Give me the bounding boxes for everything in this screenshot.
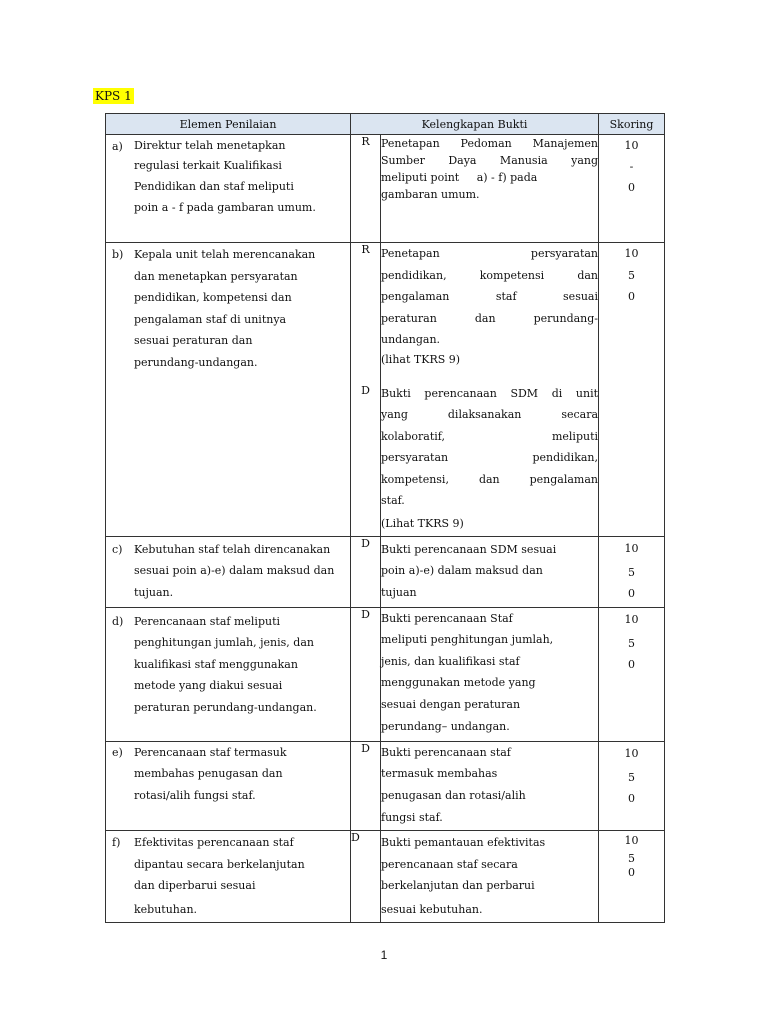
row-marker: e) bbox=[112, 745, 123, 759]
elemen-line: metode yang diakui sesuai bbox=[134, 679, 283, 692]
skor-value: 0 bbox=[628, 586, 636, 600]
row-marker: b) bbox=[112, 248, 124, 261]
bukti-line: perencanaan staf secara bbox=[381, 857, 518, 871]
elemen-line: regulasi terkait Kualifikasi bbox=[134, 159, 282, 172]
elemen-line: dan diperbarui sesuai bbox=[134, 879, 256, 892]
bukti-code: D bbox=[361, 536, 370, 550]
skor-value: 0 bbox=[628, 791, 636, 805]
table-row bbox=[106, 831, 665, 923]
elemen-line: dan menetapkan persyaratan bbox=[134, 269, 298, 283]
bukti-line: pendidikan, kompetensi dan bbox=[381, 268, 599, 282]
bukti-line: fungsi staf. bbox=[381, 811, 443, 824]
elemen-line: pendidikan, kompetensi dan bbox=[134, 291, 292, 304]
bukti-line: Bukti pemantauan efektivitas bbox=[381, 836, 546, 849]
bukti-line: gambaran umum. bbox=[381, 188, 480, 201]
bukti-line: Sumber Daya Manusia yang bbox=[381, 154, 599, 167]
bukti-code: D bbox=[361, 384, 370, 397]
page-number: 1 bbox=[380, 948, 388, 962]
elemen-line: sesuai poin a)-e) dalam maksud dan bbox=[134, 564, 335, 577]
bukti-line: termasuk membahas bbox=[381, 767, 498, 780]
bukti-line: (Lihat TKRS 9) bbox=[381, 516, 464, 530]
elemen-line: Kepala unit telah merencanakan bbox=[134, 248, 316, 261]
table-row bbox=[106, 243, 665, 537]
table-row bbox=[106, 741, 665, 831]
skor-value: 10 bbox=[624, 247, 639, 260]
bukti-line: Bukti perencanaan Staf bbox=[381, 611, 513, 625]
bukti-line: Bukti perencanaan SDM di unit bbox=[381, 386, 599, 400]
bukti-code: R bbox=[361, 243, 370, 256]
bukti-line: sesuai kebutuhan. bbox=[381, 902, 483, 916]
header-bukti: Kelengkapan Bukti bbox=[351, 114, 599, 135]
skor-value: 0 bbox=[628, 290, 636, 303]
bukti-line: peraturan dan perundang- bbox=[381, 311, 599, 325]
bukti-line: persyaratan pendidikan, bbox=[381, 451, 599, 464]
table-header-row bbox=[106, 114, 665, 135]
bukti-code: R bbox=[361, 135, 370, 148]
elemen-line: penghitungan jumlah, jenis, dan bbox=[134, 636, 314, 649]
elemen-line: membahas penugasan dan bbox=[134, 767, 283, 780]
elemen-line: Perencanaan staf termasuk bbox=[134, 745, 287, 759]
elemen-line: perundang-undangan. bbox=[134, 355, 258, 369]
bukti-line: penugasan dan rotasi/alih bbox=[381, 788, 526, 802]
elemen-line: sesuai peraturan dan bbox=[134, 334, 253, 347]
section-heading: KPS 1 bbox=[95, 89, 132, 103]
bukti-line: poin a)-e) dalam maksud dan bbox=[381, 564, 543, 577]
elemen-line: Pendidikan dan staf meliputi bbox=[134, 180, 294, 193]
skor-value: 10 bbox=[624, 612, 639, 626]
row-marker: f) bbox=[112, 836, 121, 849]
assessment-table bbox=[105, 113, 665, 923]
skor-value: 10 bbox=[624, 834, 639, 847]
bukti-line: menggunakan metode yang bbox=[381, 676, 536, 689]
elemen-line: Kebutuhan staf telah direncanakan bbox=[134, 542, 331, 556]
bukti-line: jenis, dan kualifikasi staf bbox=[381, 654, 520, 668]
bukti-code: D bbox=[351, 831, 360, 844]
bukti-line: yang dilaksanakan secara bbox=[381, 408, 599, 421]
bukti-line: kolaboratif, meliputi bbox=[381, 429, 599, 443]
bukti-line: pengalaman staf sesuai bbox=[381, 290, 599, 303]
bukti-code: D bbox=[361, 741, 370, 755]
elemen-line: Perencanaan staf meliputi bbox=[134, 614, 281, 628]
bukti-line: meliputi point a) - f) pada bbox=[381, 171, 538, 184]
skor-value: 10 bbox=[624, 541, 639, 555]
elemen-line: pengalaman staf di unitnya bbox=[134, 312, 287, 326]
bukti-code: D bbox=[361, 607, 370, 621]
skor-value: 5 bbox=[628, 565, 636, 579]
bukti-line: meliputi penghitungan jumlah, bbox=[381, 633, 554, 646]
skor-value: 0 bbox=[628, 866, 636, 879]
table-row bbox=[106, 135, 665, 243]
elemen-line: peraturan perundang-undangan. bbox=[134, 700, 317, 714]
bukti-line: Penetapan Pedoman Manajemen bbox=[381, 137, 599, 150]
skor-value: 5 bbox=[628, 636, 636, 650]
elemen-line: Efektivitas perencanaan staf bbox=[134, 836, 294, 849]
elemen-line: Direktur telah menetapkan bbox=[134, 139, 286, 152]
table-row bbox=[106, 607, 665, 741]
bukti-line: Bukti perencanaan staf bbox=[381, 745, 511, 759]
elemen-line: rotasi/alih fungsi staf. bbox=[134, 788, 256, 802]
bukti-line: undangan. bbox=[381, 333, 441, 346]
header-skoring: Skoring bbox=[599, 114, 665, 135]
bukti-line: perundang– undangan. bbox=[381, 720, 510, 733]
skor-value: 0 bbox=[628, 181, 636, 194]
skor-value: 0 bbox=[628, 657, 636, 671]
skor-value: - bbox=[629, 160, 634, 173]
elemen-line: dipantau secara berkelanjutan bbox=[134, 857, 305, 871]
bukti-line: Bukti perencanaan SDM sesuai bbox=[381, 542, 557, 556]
elemen-line: kebutuhan. bbox=[134, 902, 198, 916]
skor-value: 5 bbox=[628, 770, 636, 784]
bukti-line: staf. bbox=[381, 494, 405, 507]
table-row bbox=[106, 536, 665, 607]
bukti-line: kompetensi, dan pengalaman bbox=[381, 472, 599, 486]
header-elemen: Elemen Penilaian bbox=[106, 114, 351, 135]
row-marker: a) bbox=[112, 140, 123, 153]
row-marker: c) bbox=[112, 542, 123, 556]
skor-value: 5 bbox=[628, 268, 636, 282]
bukti-line: berkelanjutan dan perbarui bbox=[381, 879, 535, 892]
bukti-line: Penetapan persyaratan bbox=[381, 247, 599, 260]
elemen-line: tujuan. bbox=[134, 585, 174, 599]
skor-value: 10 bbox=[624, 746, 639, 760]
bukti-line: (lihat TKRS 9) bbox=[381, 352, 461, 366]
row-marker: d) bbox=[112, 614, 124, 628]
elemen-line: kualifikasi staf menggunakan bbox=[134, 657, 298, 671]
bukti-line: sesuai dengan peraturan bbox=[381, 697, 521, 711]
bukti-line: tujuan bbox=[381, 585, 417, 599]
skor-value: 5 bbox=[628, 852, 636, 865]
skor-value: 10 bbox=[624, 139, 639, 152]
elemen-line: poin a - f pada gambaran umum. bbox=[134, 201, 316, 214]
